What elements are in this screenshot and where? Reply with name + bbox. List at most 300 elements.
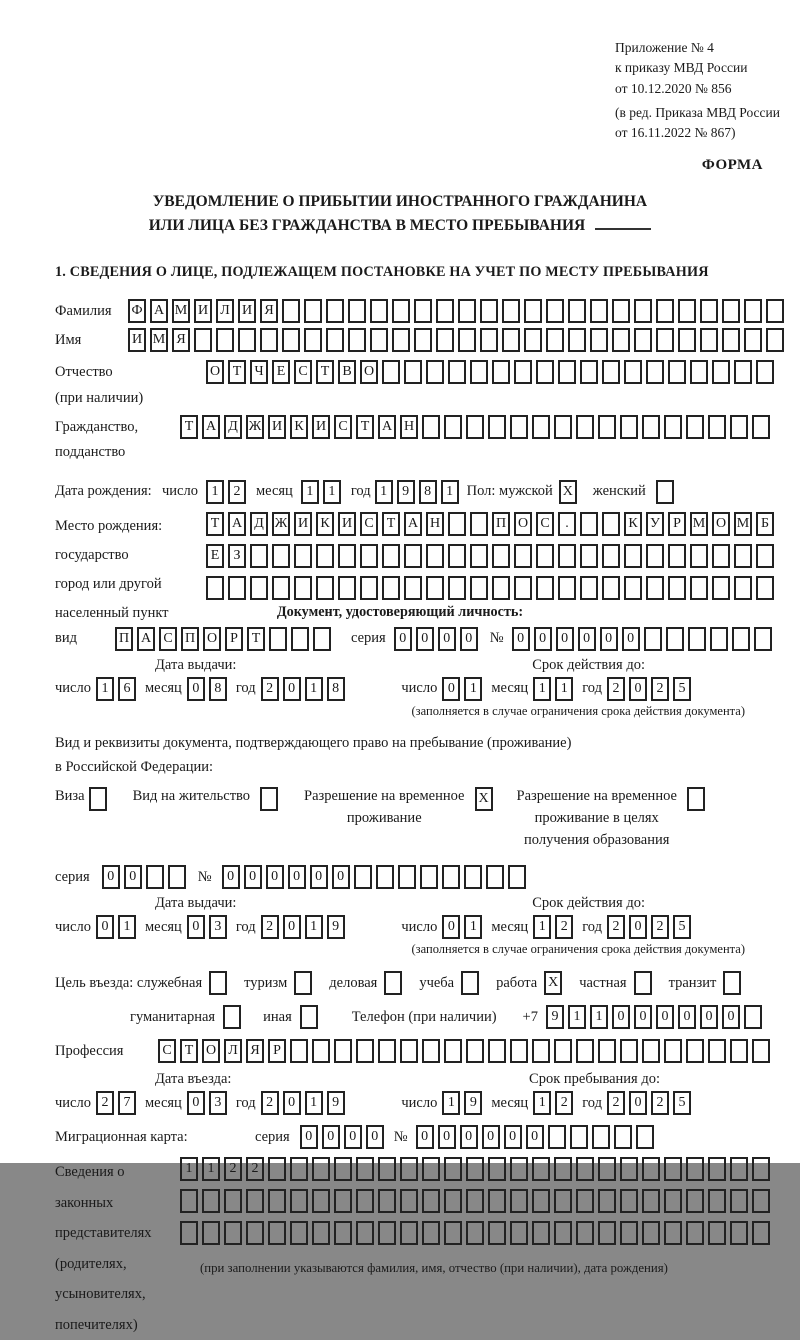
permit-series-boxes[interactable]: [102, 865, 190, 889]
form-cell[interactable]: [642, 415, 660, 439]
form-cell[interactable]: А: [150, 299, 168, 323]
form-cell[interactable]: [554, 1221, 572, 1245]
form-cell[interactable]: Н: [426, 512, 444, 536]
form-cell[interactable]: Л: [216, 299, 234, 323]
form-cell[interactable]: [644, 627, 662, 651]
form-cell[interactable]: И: [238, 299, 256, 323]
id-issue-month-boxes[interactable]: [187, 677, 231, 701]
form-cell[interactable]: [444, 1221, 462, 1245]
form-cell[interactable]: М: [734, 512, 752, 536]
permit-valid-year-boxes[interactable]: [607, 915, 695, 939]
form-cell[interactable]: 0: [482, 1125, 500, 1149]
form-cell[interactable]: [686, 1039, 704, 1063]
form-cell[interactable]: [634, 328, 652, 352]
id-valid-day-boxes[interactable]: [442, 677, 486, 701]
form-cell[interactable]: [444, 1039, 462, 1063]
form-cell[interactable]: [712, 544, 730, 568]
form-cell[interactable]: 9: [546, 1005, 564, 1029]
form-cell[interactable]: [734, 576, 752, 600]
form-cell[interactable]: [442, 865, 460, 889]
form-cell[interactable]: X: [544, 971, 562, 995]
form-cell[interactable]: [592, 1125, 610, 1149]
doc-type-boxes[interactable]: [115, 627, 335, 651]
form-cell[interactable]: [668, 544, 686, 568]
form-cell[interactable]: Ч: [250, 360, 268, 384]
form-cell[interactable]: [334, 1189, 352, 1213]
form-cell[interactable]: 0: [438, 1125, 456, 1149]
form-cell[interactable]: [690, 544, 708, 568]
form-cell[interactable]: В: [338, 360, 356, 384]
form-cell[interactable]: [686, 1189, 704, 1213]
form-cell[interactable]: [290, 1157, 308, 1181]
form-cell[interactable]: [223, 1005, 241, 1029]
form-cell[interactable]: Т: [382, 512, 400, 536]
form-cell[interactable]: [502, 328, 520, 352]
form-cell[interactable]: [466, 1189, 484, 1213]
form-cell[interactable]: [378, 1157, 396, 1181]
form-cell[interactable]: [250, 544, 268, 568]
form-cell[interactable]: 5: [673, 915, 691, 939]
form-cell[interactable]: 0: [222, 865, 240, 889]
form-cell[interactable]: [480, 328, 498, 352]
form-cell[interactable]: [642, 1039, 660, 1063]
form-cell[interactable]: 5: [673, 677, 691, 701]
form-cell[interactable]: [708, 415, 726, 439]
form-cell[interactable]: [686, 1221, 704, 1245]
form-cell[interactable]: Р: [268, 1039, 286, 1063]
form-cell[interactable]: [580, 544, 598, 568]
form-cell[interactable]: 1: [590, 1005, 608, 1029]
form-cell[interactable]: [488, 1157, 506, 1181]
form-cell[interactable]: [668, 576, 686, 600]
form-cell[interactable]: 0: [366, 1125, 384, 1149]
form-cell[interactable]: 0: [700, 1005, 718, 1029]
form-cell[interactable]: [488, 415, 506, 439]
form-cell[interactable]: [536, 576, 554, 600]
form-cell[interactable]: [590, 328, 608, 352]
form-cell[interactable]: 2: [651, 1091, 669, 1115]
form-cell[interactable]: 0: [634, 1005, 652, 1029]
form-cell[interactable]: [532, 1221, 550, 1245]
form-cell[interactable]: 1: [568, 1005, 586, 1029]
id-issue-day-boxes[interactable]: [96, 677, 140, 701]
form-cell[interactable]: [678, 328, 696, 352]
form-cell[interactable]: [426, 576, 444, 600]
form-cell[interactable]: [488, 1189, 506, 1213]
form-cell[interactable]: [580, 512, 598, 536]
sex-female-checkbox[interactable]: [656, 480, 678, 504]
form-cell[interactable]: 0: [600, 627, 618, 651]
form-cell[interactable]: [448, 512, 466, 536]
form-cell[interactable]: [376, 865, 394, 889]
form-cell[interactable]: [664, 1221, 682, 1245]
form-cell[interactable]: [734, 544, 752, 568]
form-cell[interactable]: [400, 1157, 418, 1181]
form-cell[interactable]: .: [558, 512, 576, 536]
form-cell[interactable]: 9: [327, 915, 345, 939]
form-cell[interactable]: [422, 1221, 440, 1245]
form-cell[interactable]: И: [312, 415, 330, 439]
form-cell[interactable]: [282, 328, 300, 352]
form-cell[interactable]: [634, 971, 652, 995]
form-cell[interactable]: О: [203, 627, 221, 651]
form-cell[interactable]: [730, 415, 748, 439]
form-cell[interactable]: [356, 1039, 374, 1063]
form-cell[interactable]: [708, 1039, 726, 1063]
form-cell[interactable]: [730, 1157, 748, 1181]
form-cell[interactable]: 8: [209, 677, 227, 701]
form-cell[interactable]: [312, 1157, 330, 1181]
form-cell[interactable]: [752, 415, 770, 439]
form-cell[interactable]: Р: [225, 627, 243, 651]
entry-year-boxes[interactable]: [261, 1091, 349, 1115]
form-cell[interactable]: [602, 360, 620, 384]
form-cell[interactable]: [558, 360, 576, 384]
form-cell[interactable]: 1: [305, 915, 323, 939]
form-cell[interactable]: [734, 360, 752, 384]
form-cell[interactable]: [598, 1189, 616, 1213]
form-cell[interactable]: 2: [555, 915, 573, 939]
form-cell[interactable]: 2: [224, 1157, 242, 1181]
form-cell[interactable]: О: [360, 360, 378, 384]
form-cell[interactable]: С: [294, 360, 312, 384]
form-cell[interactable]: [532, 415, 550, 439]
form-cell[interactable]: 6: [118, 677, 136, 701]
form-cell[interactable]: [238, 328, 256, 352]
form-cell[interactable]: Я: [260, 299, 278, 323]
form-cell[interactable]: С: [536, 512, 554, 536]
form-cell[interactable]: [712, 576, 730, 600]
birth-place-row3-boxes[interactable]: [206, 576, 778, 600]
permit-number-boxes[interactable]: [222, 865, 530, 889]
birth-month-boxes[interactable]: [301, 480, 345, 504]
form-cell[interactable]: [338, 576, 356, 600]
form-cell[interactable]: [766, 328, 784, 352]
form-cell[interactable]: [712, 360, 730, 384]
form-cell[interactable]: [532, 1039, 550, 1063]
stay-year-boxes[interactable]: [607, 1091, 695, 1115]
form-cell[interactable]: 1: [305, 1091, 323, 1115]
form-cell[interactable]: 2: [555, 1091, 573, 1115]
form-cell[interactable]: Ф: [128, 299, 146, 323]
form-cell[interactable]: 0: [283, 677, 301, 701]
form-cell[interactable]: [246, 1189, 264, 1213]
form-cell[interactable]: [598, 1221, 616, 1245]
migration-series-boxes[interactable]: [300, 1125, 388, 1149]
form-cell[interactable]: [404, 360, 422, 384]
form-cell[interactable]: 2: [228, 480, 246, 504]
form-cell[interactable]: [268, 1221, 286, 1245]
form-cell[interactable]: 0: [678, 1005, 696, 1029]
form-cell[interactable]: [466, 1039, 484, 1063]
form-cell[interactable]: [710, 627, 728, 651]
form-cell[interactable]: 0: [288, 865, 306, 889]
form-cell[interactable]: [570, 1125, 588, 1149]
form-cell[interactable]: [470, 512, 488, 536]
form-cell[interactable]: 0: [187, 915, 205, 939]
migration-number-boxes[interactable]: [416, 1125, 658, 1149]
form-cell[interactable]: [687, 787, 705, 811]
form-cell[interactable]: 0: [244, 865, 262, 889]
form-cell[interactable]: [354, 865, 372, 889]
form-cell[interactable]: 0: [416, 627, 434, 651]
form-cell[interactable]: [272, 576, 290, 600]
form-cell[interactable]: Е: [206, 544, 224, 568]
form-cell[interactable]: Т: [316, 360, 334, 384]
form-cell[interactable]: О: [514, 512, 532, 536]
form-cell[interactable]: 0: [266, 865, 284, 889]
form-cell[interactable]: [532, 1189, 550, 1213]
form-cell[interactable]: 0: [526, 1125, 544, 1149]
form-cell[interactable]: 1: [442, 1091, 460, 1115]
form-cell[interactable]: [294, 544, 312, 568]
form-cell[interactable]: 0: [310, 865, 328, 889]
transit-checkbox[interactable]: [723, 971, 745, 995]
form-cell[interactable]: 5: [673, 1091, 691, 1115]
form-cell[interactable]: 3: [209, 1091, 227, 1115]
form-cell[interactable]: [422, 1039, 440, 1063]
birth-year-boxes[interactable]: [375, 480, 463, 504]
form-cell[interactable]: [313, 627, 331, 651]
id-valid-month-boxes[interactable]: [533, 677, 577, 701]
humanitarian-checkbox[interactable]: [223, 1005, 245, 1029]
form-cell[interactable]: [312, 1221, 330, 1245]
form-cell[interactable]: [378, 1189, 396, 1213]
form-cell[interactable]: [458, 328, 476, 352]
form-cell[interactable]: [602, 512, 620, 536]
form-cell[interactable]: 2: [246, 1157, 264, 1181]
form-cell[interactable]: 1: [118, 915, 136, 939]
form-cell[interactable]: [492, 576, 510, 600]
form-cell[interactable]: 0: [283, 1091, 301, 1115]
form-cell[interactable]: [206, 576, 224, 600]
form-cell[interactable]: [548, 1125, 566, 1149]
form-cell[interactable]: [458, 299, 476, 323]
form-cell[interactable]: [290, 1039, 308, 1063]
form-cell[interactable]: [492, 544, 510, 568]
form-cell[interactable]: [514, 576, 532, 600]
form-cell[interactable]: [290, 1189, 308, 1213]
form-cell[interactable]: [612, 328, 630, 352]
form-cell[interactable]: 1: [206, 480, 224, 504]
form-cell[interactable]: [536, 544, 554, 568]
form-cell[interactable]: [268, 1157, 286, 1181]
form-cell[interactable]: П: [115, 627, 133, 651]
form-cell[interactable]: Т: [247, 627, 265, 651]
form-cell[interactable]: [620, 1039, 638, 1063]
form-cell[interactable]: [752, 1221, 770, 1245]
form-cell[interactable]: [678, 299, 696, 323]
residence-permit-checkbox[interactable]: [260, 787, 282, 811]
form-cell[interactable]: 0: [322, 1125, 340, 1149]
form-cell[interactable]: [400, 1189, 418, 1213]
form-cell[interactable]: [646, 360, 664, 384]
form-cell[interactable]: Т: [206, 512, 224, 536]
form-cell[interactable]: [700, 328, 718, 352]
form-cell[interactable]: [732, 627, 750, 651]
form-cell[interactable]: [756, 544, 774, 568]
form-cell[interactable]: [470, 544, 488, 568]
form-cell[interactable]: [312, 1039, 330, 1063]
form-cell[interactable]: [524, 328, 542, 352]
form-cell[interactable]: 1: [533, 915, 551, 939]
form-cell[interactable]: А: [404, 512, 422, 536]
form-cell[interactable]: [448, 544, 466, 568]
form-cell[interactable]: Н: [400, 415, 418, 439]
form-cell[interactable]: Ж: [272, 512, 290, 536]
form-cell[interactable]: 0: [612, 1005, 630, 1029]
permit-issue-year-boxes[interactable]: [261, 915, 349, 939]
patronymic-boxes[interactable]: [206, 360, 778, 384]
form-cell[interactable]: 0: [300, 1125, 318, 1149]
form-cell[interactable]: 1: [533, 677, 551, 701]
form-cell[interactable]: [180, 1189, 198, 1213]
form-cell[interactable]: Я: [246, 1039, 264, 1063]
private-checkbox[interactable]: [634, 971, 656, 995]
form-cell[interactable]: [642, 1189, 660, 1213]
form-cell[interactable]: [282, 299, 300, 323]
form-cell[interactable]: [754, 627, 772, 651]
form-cell[interactable]: [510, 415, 528, 439]
form-cell[interactable]: 0: [416, 1125, 434, 1149]
form-cell[interactable]: [426, 544, 444, 568]
form-cell[interactable]: 2: [96, 1091, 114, 1115]
form-cell[interactable]: [294, 971, 312, 995]
form-cell[interactable]: [326, 328, 344, 352]
form-cell[interactable]: [444, 415, 462, 439]
stay-day-boxes[interactable]: [442, 1091, 486, 1115]
form-cell[interactable]: 0: [187, 677, 205, 701]
form-cell[interactable]: [576, 1189, 594, 1213]
form-cell[interactable]: [664, 1157, 682, 1181]
form-cell[interactable]: [316, 576, 334, 600]
form-cell[interactable]: [576, 1039, 594, 1063]
form-cell[interactable]: [536, 360, 554, 384]
form-cell[interactable]: Д: [250, 512, 268, 536]
form-cell[interactable]: Д: [224, 415, 242, 439]
form-cell[interactable]: [202, 1189, 220, 1213]
form-cell[interactable]: [291, 627, 309, 651]
form-cell[interactable]: [400, 1039, 418, 1063]
form-cell[interactable]: А: [137, 627, 155, 651]
form-cell[interactable]: [444, 1157, 462, 1181]
form-cell[interactable]: [568, 328, 586, 352]
form-cell[interactable]: 1: [180, 1157, 198, 1181]
entry-month-boxes[interactable]: [187, 1091, 231, 1115]
form-cell[interactable]: 9: [464, 1091, 482, 1115]
form-cell[interactable]: 1: [441, 480, 459, 504]
visa-checkbox[interactable]: [89, 787, 111, 811]
form-cell[interactable]: [664, 1189, 682, 1213]
form-cell[interactable]: [752, 1189, 770, 1213]
form-cell[interactable]: [730, 1039, 748, 1063]
form-cell[interactable]: [510, 1039, 528, 1063]
form-cell[interactable]: [656, 480, 674, 504]
form-cell[interactable]: [546, 299, 564, 323]
form-cell[interactable]: [334, 1157, 352, 1181]
form-cell[interactable]: [326, 299, 344, 323]
form-cell[interactable]: [224, 1221, 242, 1245]
edu-permit-checkbox[interactable]: [687, 787, 709, 811]
form-cell[interactable]: [356, 1221, 374, 1245]
form-cell[interactable]: [744, 1005, 762, 1029]
form-cell[interactable]: А: [378, 415, 396, 439]
form-cell[interactable]: [620, 415, 638, 439]
form-cell[interactable]: [480, 299, 498, 323]
form-cell[interactable]: [723, 971, 741, 995]
form-cell[interactable]: С: [360, 512, 378, 536]
form-cell[interactable]: [444, 1189, 462, 1213]
form-cell[interactable]: [272, 544, 290, 568]
form-cell[interactable]: [216, 328, 234, 352]
form-cell[interactable]: К: [624, 512, 642, 536]
permit-issue-day-boxes[interactable]: [96, 915, 140, 939]
form-cell[interactable]: [730, 1189, 748, 1213]
permit-issue-month-boxes[interactable]: [187, 915, 231, 939]
form-cell[interactable]: [558, 576, 576, 600]
form-cell[interactable]: 0: [283, 915, 301, 939]
form-cell[interactable]: [392, 299, 410, 323]
birth-place-row2-boxes[interactable]: [206, 544, 778, 568]
form-cell[interactable]: 9: [397, 480, 415, 504]
form-cell[interactable]: [554, 1189, 572, 1213]
form-cell[interactable]: М: [172, 299, 190, 323]
form-cell[interactable]: 0: [629, 915, 647, 939]
form-cell[interactable]: [334, 1221, 352, 1245]
form-cell[interactable]: [338, 544, 356, 568]
reps-row3-boxes[interactable]: [180, 1221, 774, 1245]
form-cell[interactable]: [752, 1157, 770, 1181]
form-cell[interactable]: 1: [555, 677, 573, 701]
form-cell[interactable]: 0: [556, 627, 574, 651]
form-cell[interactable]: [300, 1005, 318, 1029]
form-cell[interactable]: [598, 1157, 616, 1181]
study-checkbox[interactable]: [461, 971, 483, 995]
form-cell[interactable]: Р: [668, 512, 686, 536]
form-cell[interactable]: О: [202, 1039, 220, 1063]
form-cell[interactable]: 0: [332, 865, 350, 889]
form-cell[interactable]: 1: [533, 1091, 551, 1115]
form-cell[interactable]: [614, 1125, 632, 1149]
surname-boxes[interactable]: [128, 299, 788, 323]
form-cell[interactable]: 0: [534, 627, 552, 651]
form-cell[interactable]: [686, 1157, 704, 1181]
form-cell[interactable]: [378, 1039, 396, 1063]
entry-day-boxes[interactable]: [96, 1091, 140, 1115]
form-cell[interactable]: [502, 299, 520, 323]
citizenship-boxes[interactable]: [180, 415, 774, 439]
form-cell[interactable]: [554, 415, 572, 439]
sex-male-checkbox[interactable]: [559, 480, 581, 504]
form-cell[interactable]: 3: [209, 915, 227, 939]
form-cell[interactable]: [554, 1157, 572, 1181]
official-checkbox[interactable]: [209, 971, 231, 995]
form-cell[interactable]: [642, 1157, 660, 1181]
form-cell[interactable]: [580, 360, 598, 384]
form-cell[interactable]: [436, 328, 454, 352]
form-cell[interactable]: [466, 415, 484, 439]
form-cell[interactable]: [532, 1157, 550, 1181]
form-cell[interactable]: А: [202, 415, 220, 439]
form-cell[interactable]: [448, 576, 466, 600]
form-cell[interactable]: Я: [172, 328, 190, 352]
form-cell[interactable]: [246, 1221, 264, 1245]
form-cell[interactable]: [370, 328, 388, 352]
form-cell[interactable]: [554, 1039, 572, 1063]
form-cell[interactable]: 8: [327, 677, 345, 701]
form-cell[interactable]: П: [181, 627, 199, 651]
form-cell[interactable]: [620, 1189, 638, 1213]
